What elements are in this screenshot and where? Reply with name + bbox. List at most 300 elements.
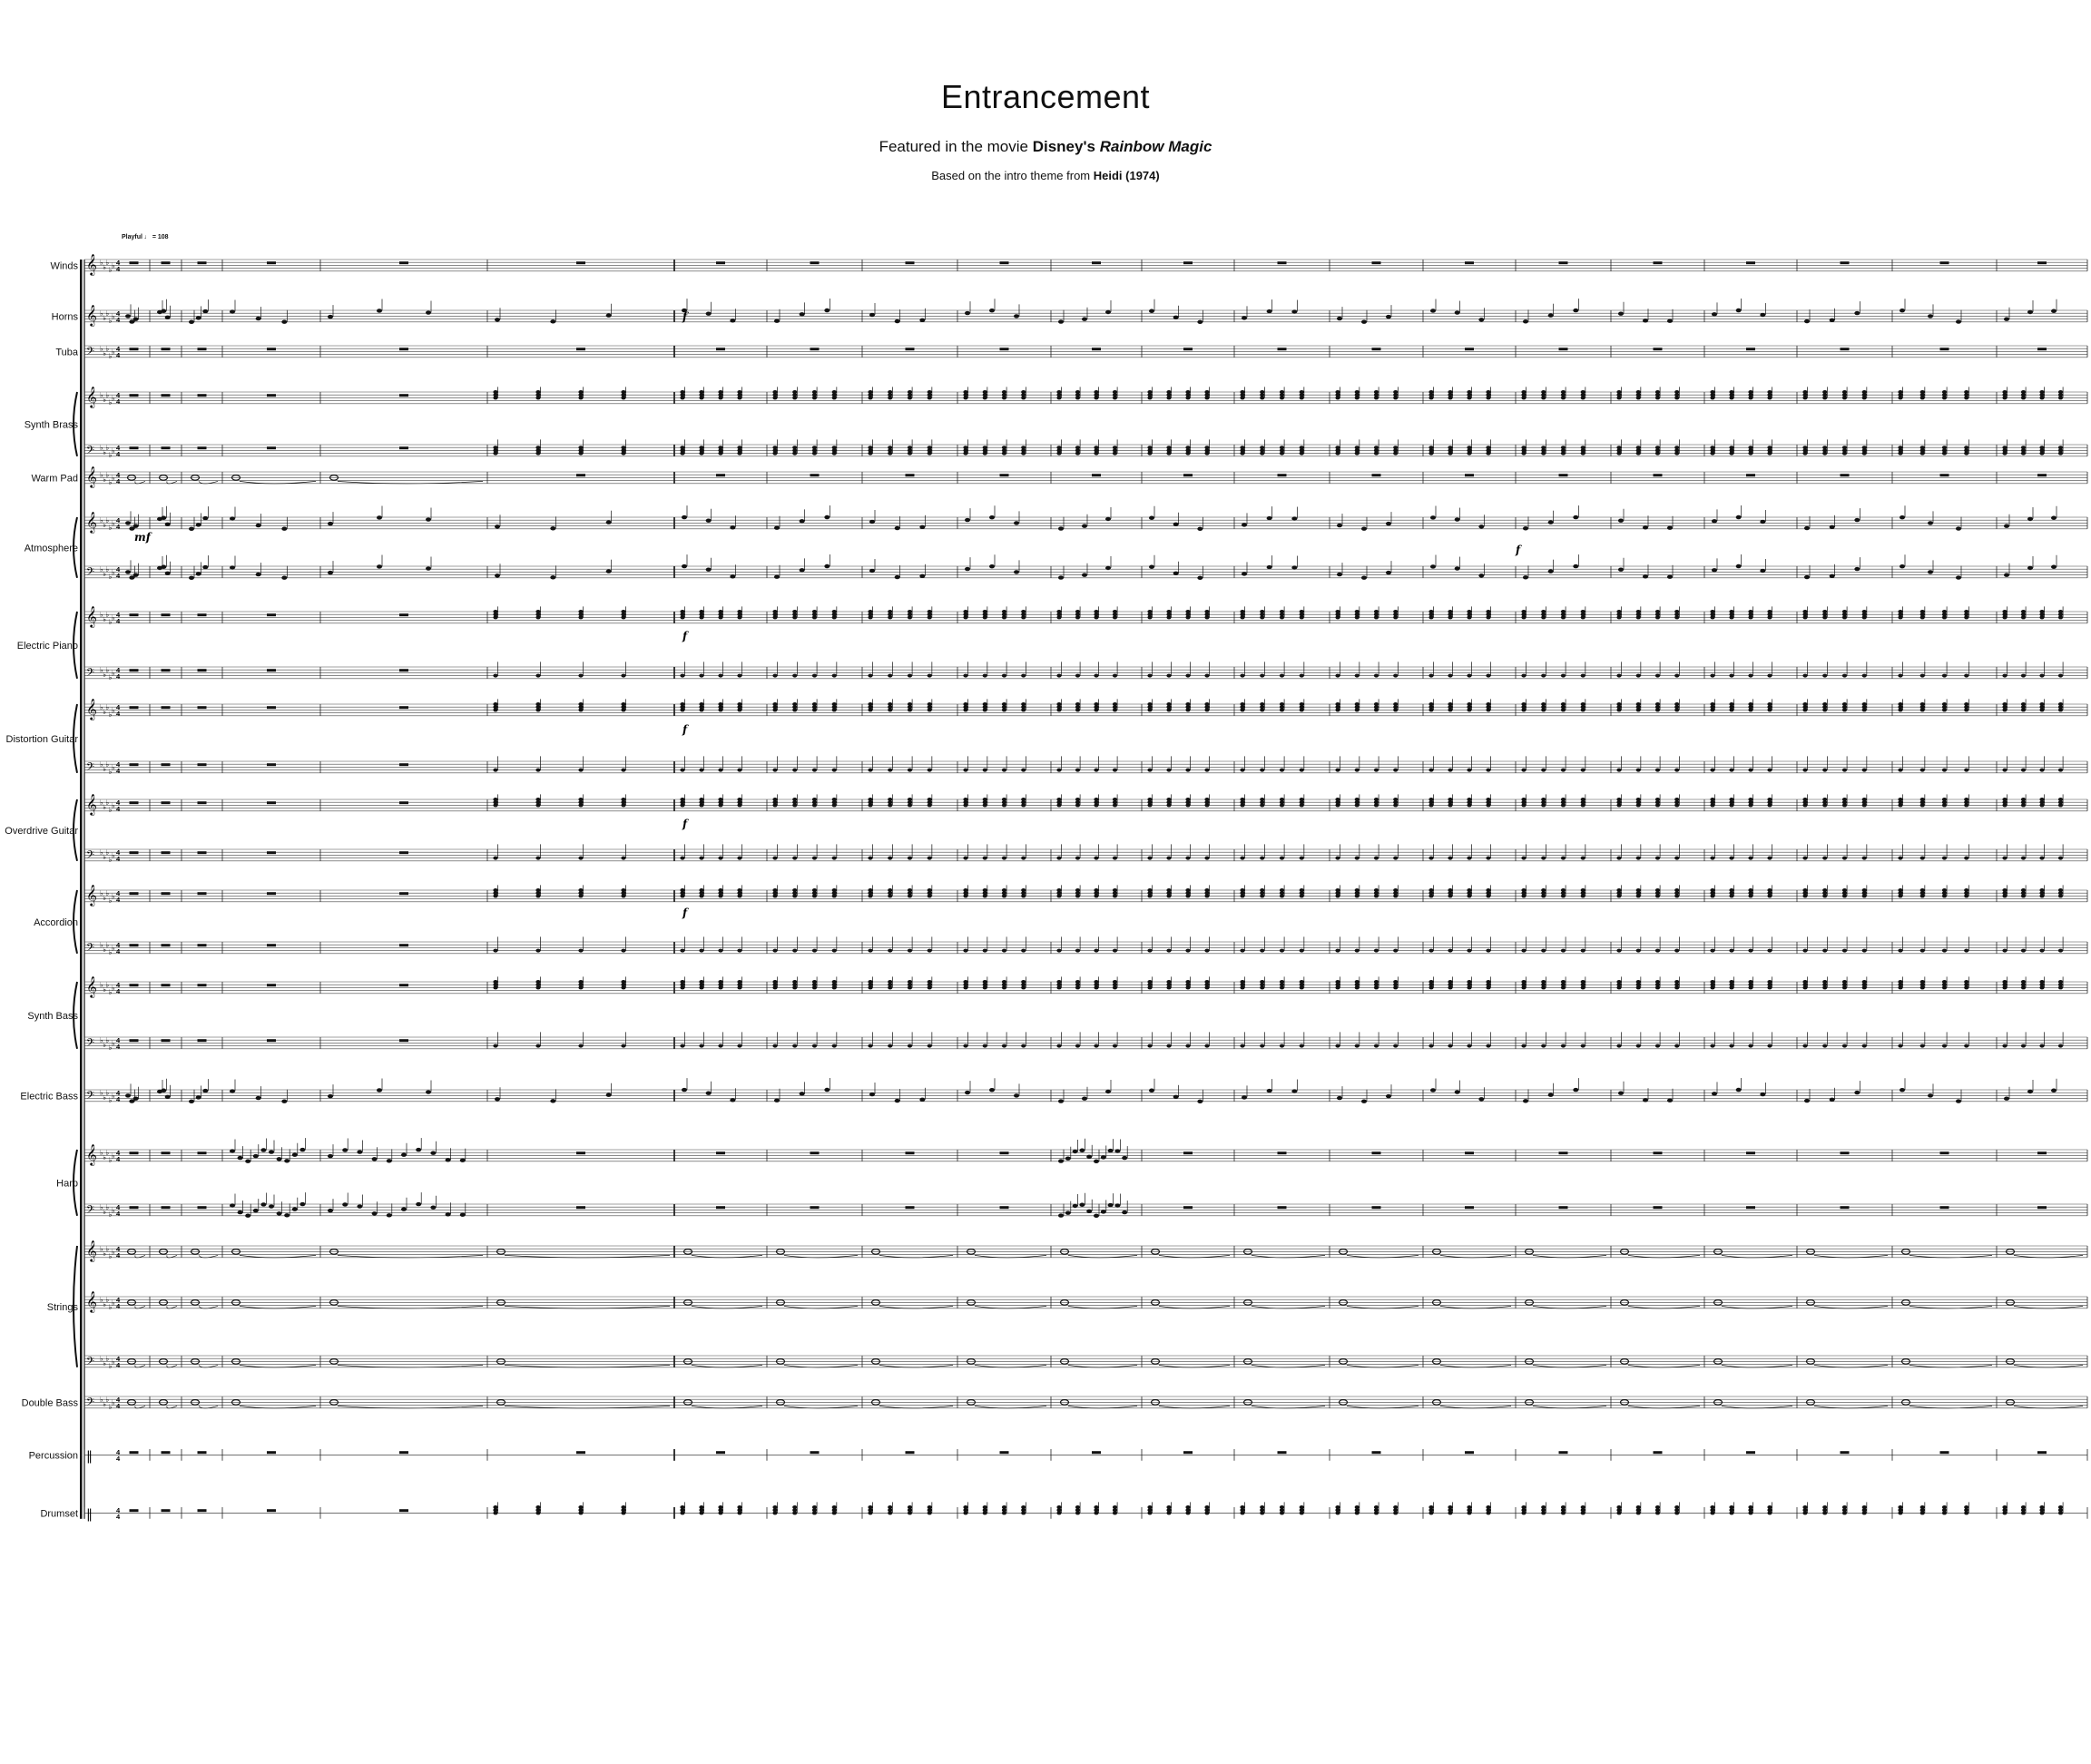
note-head [1760,520,1765,524]
flat-icon: ♭ [100,516,103,525]
note-head [1149,1089,1154,1093]
note-head [1521,1044,1526,1048]
note-head [1204,798,1209,801]
note-head [253,1154,259,1158]
note-head [1166,949,1171,953]
note-head [1898,857,1902,860]
note-head [1355,610,1360,613]
score-title: Entrancement [940,78,1151,115]
whole-rest [162,669,171,671]
note-head [824,1088,830,1092]
flat-icon: ♭ [108,266,113,275]
note-head [983,798,987,801]
note-head [1300,857,1304,860]
note-head [832,674,837,678]
note-head [792,769,797,772]
note-head [2051,1089,2057,1093]
treble-clef-icon: 𝄞 [86,697,97,720]
note-head [1455,566,1460,570]
note-head [1822,1505,1827,1509]
note-head [1300,674,1304,678]
note-head [1541,949,1546,953]
note-head [535,980,540,984]
note-head [1166,1505,1171,1509]
note-head [196,1095,201,1099]
note-head [730,525,735,529]
note-head [1767,798,1772,801]
note-head [888,1505,892,1509]
note-head [2021,798,2026,801]
flat-icon: ♭ [108,573,113,582]
note-head [868,857,872,860]
note-head [1173,523,1179,526]
note-head [1655,1044,1660,1048]
note-head [1430,564,1436,568]
note-head [1291,309,1297,313]
note-head [869,569,875,573]
note-head [1113,446,1117,449]
flat-icon: ♭ [100,1203,103,1212]
note-head [1636,980,1641,984]
whole-rest [1092,348,1101,350]
note-head [1898,1505,1902,1509]
note-head [328,1094,333,1098]
note-head [1729,1044,1733,1048]
note-head [965,567,970,571]
note-head [699,888,703,892]
note-head [1335,390,1340,394]
note-head [1729,888,1733,892]
flat-icon: ♭ [108,710,113,720]
staff [84,1396,2087,1411]
flat-icon: ♭ [105,1089,110,1098]
note-head [1428,949,1433,953]
flat-icon: ♭ [100,1149,103,1158]
note-head [1802,1505,1807,1509]
note-head [1467,949,1471,953]
flat-icon: ♭ [100,611,103,620]
note-head [2039,674,2044,678]
note-head [1486,769,1490,772]
note-head [1760,313,1765,317]
note-head [1862,446,1867,449]
note-head [1674,610,1679,613]
time-signature-bottom: 4 [116,895,121,904]
flat-icon: ♭ [100,1089,103,1098]
note-head [495,524,500,528]
note-head [1748,1505,1752,1509]
note-head [1842,888,1847,892]
note-head [189,527,194,531]
note-head [1548,1093,1554,1096]
note-head [1428,610,1433,613]
note-head [1021,1044,1026,1048]
note-head [1802,674,1807,678]
note-head [928,610,932,613]
staff [84,1192,2087,1219]
note-head [888,390,892,394]
note-head [1355,702,1360,706]
note-head [1260,610,1264,613]
note-head [1094,610,1098,613]
note-head [1260,798,1264,801]
note-head [1521,390,1526,394]
note-head [1094,390,1098,394]
note-head [460,1158,466,1161]
note-head [1942,980,1947,984]
note-head [800,1092,805,1095]
note-head [919,1098,925,1102]
note-head [1561,798,1566,801]
note-head [1335,888,1340,892]
note-head [2021,1505,2026,1509]
note-head [699,857,703,860]
whole-rest [1278,348,1287,350]
note-head [1842,980,1847,984]
note-head [1748,702,1752,706]
flat-icon: ♭ [100,1245,103,1254]
note-head [1862,798,1867,801]
note-head [1467,888,1471,892]
note-head [737,888,741,892]
time-signature-top: 4 [116,1035,121,1044]
note-head [1862,610,1867,613]
note-head [1729,857,1733,860]
note-head [1655,798,1660,801]
note-head [1822,798,1827,801]
note-head [737,949,741,953]
note-head [1964,1505,1968,1509]
note-head [1204,949,1209,953]
note-head [812,610,817,613]
note-head [888,980,892,984]
note-head [1581,1505,1585,1509]
note-head [230,565,235,569]
note-head [1521,674,1526,678]
whole-rest [162,944,171,946]
note-head [1618,1092,1624,1095]
note-head [1260,888,1264,892]
note-head [772,769,777,772]
note-head [253,1209,259,1212]
note-head [699,390,703,394]
whole-rest [130,892,139,895]
note-head [1260,446,1264,449]
note-head [1862,980,1867,984]
note-head [1086,1210,1092,1213]
note-head [2051,516,2057,520]
note-head [1105,517,1111,521]
whole-rest [1278,1451,1287,1454]
note-head [1581,610,1585,613]
note-head [1260,857,1264,860]
note-head [868,702,872,706]
flat-icon: ♭ [105,444,110,453]
whole-rest [198,801,207,804]
note-head [1523,575,1528,579]
whole-rest [130,394,139,397]
note-head [578,390,583,394]
time-signature-top: 4 [116,1244,121,1253]
note-head [1674,949,1679,953]
note-head [299,1202,305,1206]
note-head [1898,610,1902,613]
whole-rest [130,944,139,946]
note-head [1056,888,1061,892]
note-head [1710,1505,1714,1509]
note-head [1428,1505,1433,1509]
note-head [1430,309,1436,312]
whole-rest [1559,348,1568,350]
note-head [1108,1149,1114,1152]
flat-icon: ♭ [103,1359,106,1367]
note-head [1058,319,1064,323]
flat-icon: ♭ [105,471,110,480]
whole-rest [1841,261,1850,264]
bass-clef-icon: 𝄢 [86,760,95,776]
note-head [772,1505,777,1509]
note-head [908,674,912,678]
note-head [1804,319,1810,323]
note-head [1204,674,1209,678]
note-head [699,798,703,801]
note-head [1928,1093,1933,1097]
note-head [1335,610,1340,613]
note-head [2002,1505,2007,1509]
note-head [1616,888,1621,892]
whole-rest [267,944,276,946]
flat-icon: ♭ [111,1039,115,1048]
whole-rest [1841,474,1850,476]
note-head [983,610,987,613]
note-head [718,980,722,984]
note-head [1521,949,1526,953]
whole-rest [810,348,820,350]
whole-rest [267,669,276,671]
note-head [1854,311,1860,315]
note-head [888,888,892,892]
note-head [1842,702,1847,706]
flat-icon: ♭ [111,984,115,993]
note-head [1113,769,1117,772]
note-head [1802,980,1807,984]
note-head [1822,1044,1827,1048]
note-head [1710,888,1714,892]
whole-rest [576,1206,585,1209]
note-head [812,674,817,678]
note-head [812,798,817,801]
whole-rest [399,446,408,449]
whole-rest [1000,348,1009,350]
note-head [578,1044,583,1048]
note-head [737,390,741,394]
note-head [621,769,625,772]
note-head [1335,949,1340,953]
note-head [1113,702,1117,706]
note-head [133,573,139,576]
note-head [1197,527,1203,531]
note-head [1335,1044,1340,1048]
note-head [963,1044,967,1048]
note-head [1964,674,1968,678]
note-head [245,1160,250,1163]
note-head [1149,516,1154,520]
note-head [1260,674,1264,678]
whole-rest [267,984,276,986]
flat-icon: ♭ [111,706,115,715]
note-head [824,309,830,312]
whole-rest [198,1451,207,1454]
staff [84,936,2087,956]
whole-rest [1372,474,1381,476]
note-head [1002,446,1006,449]
note-head [965,1091,970,1094]
whole-rest [1746,474,1755,476]
time-signature-top: 4 [116,309,121,318]
note-head [2058,390,2063,394]
note-head [1862,949,1867,953]
note-head [792,857,797,860]
note-head [578,857,583,860]
note-head [680,674,684,678]
note-head [895,575,900,579]
note-head [1240,769,1244,772]
note-head [718,949,722,953]
treble-clef-icon: 𝄞 [86,792,97,815]
whole-rest [1746,348,1755,350]
note-head [1712,568,1717,572]
bass-clef-icon: 𝄢 [86,1203,95,1219]
note-head [772,980,777,984]
note-head [1767,610,1772,613]
flat-icon: ♭ [111,261,115,270]
whole-rest [267,706,276,709]
note-head [1073,1204,1078,1208]
note-head [868,674,872,678]
whole-rest [267,892,276,895]
whole-rest [1372,1206,1381,1209]
note-head [202,309,208,313]
instrument-double-bass [22,1396,2087,1411]
note-head [1830,318,1835,322]
note-head [792,980,797,984]
note-head [1335,446,1340,449]
flat-icon: ♭ [100,444,103,453]
note-head [460,1212,466,1216]
note-head [621,390,625,394]
note-head [1854,567,1860,571]
note-head [792,390,797,394]
note-head [1149,565,1154,569]
note-head [888,798,892,801]
flat-icon: ♭ [108,897,113,906]
whole-rest [267,1451,276,1454]
note-head [680,702,684,706]
flat-icon: ♭ [111,613,115,622]
flat-icon: ♭ [100,889,103,898]
note-head [699,949,703,953]
note-head [1748,769,1752,772]
instrument-label: Strings [46,1301,78,1313]
note-head [1448,888,1452,892]
note-head [1335,1505,1340,1509]
whole-rest [1465,348,1474,350]
note-head [1185,980,1190,984]
note-head [1105,566,1111,570]
note-head [1561,446,1566,449]
whole-rest [906,1451,915,1454]
whole-rest [716,261,725,264]
subtitle-film: Rainbow Magic [1099,138,1212,155]
note-head [1862,1505,1867,1509]
whole-rest [162,1039,171,1042]
bass-clef-icon: 𝄢 [86,848,95,864]
note-head [792,674,797,678]
note-head [1822,949,1827,953]
note-head [1337,1096,1342,1100]
note-head [1056,980,1061,984]
note-head [680,857,684,860]
note-head [133,1096,139,1100]
whole-rest [2037,348,2047,350]
flat-icon: ♭ [103,1208,106,1216]
note-head [1014,314,1019,318]
note-head [1478,524,1484,528]
note-head [1374,1044,1379,1048]
note-head [1021,674,1026,678]
note-head [1021,857,1026,860]
note-head [1147,1505,1152,1509]
note-head [1185,769,1190,772]
treble-clef-icon: 𝄞 [86,975,97,997]
note-head [1361,576,1367,580]
note-head [1862,1044,1867,1048]
note-head [1618,519,1624,523]
flat-icon: ♭ [100,799,103,808]
note-head [2021,857,2026,860]
instrument-percussion [29,1448,2087,1464]
note-head [1393,857,1398,860]
note-head [699,769,703,772]
note-head [1920,446,1925,449]
note-head [1802,1044,1807,1048]
note-head [1636,390,1641,394]
treble-clef-icon: 𝄞 [86,1142,97,1165]
whole-rest [162,984,171,986]
flat-icon: ♭ [108,806,113,815]
bass-clef-icon: 𝄢 [86,941,95,956]
time-signature-bottom: 4 [116,1094,121,1103]
flat-icon: ♭ [111,1357,115,1367]
whole-rest [1559,1451,1568,1454]
note-head [2021,446,2026,449]
note-head [1448,980,1452,984]
note-head [2002,446,2007,449]
note-head [908,702,912,706]
instrument-winds [50,253,2087,276]
note-head [680,949,684,953]
whole-rest [1465,474,1474,476]
whole-rest [198,984,207,986]
note-head [2058,1044,2063,1048]
note-head [1898,702,1902,706]
flat-icon: ♭ [108,768,113,777]
staff [84,345,2087,360]
time-signature-bottom: 4 [116,1512,121,1521]
whole-rest [198,669,207,671]
note-head [774,525,780,529]
note-head [1204,610,1209,613]
